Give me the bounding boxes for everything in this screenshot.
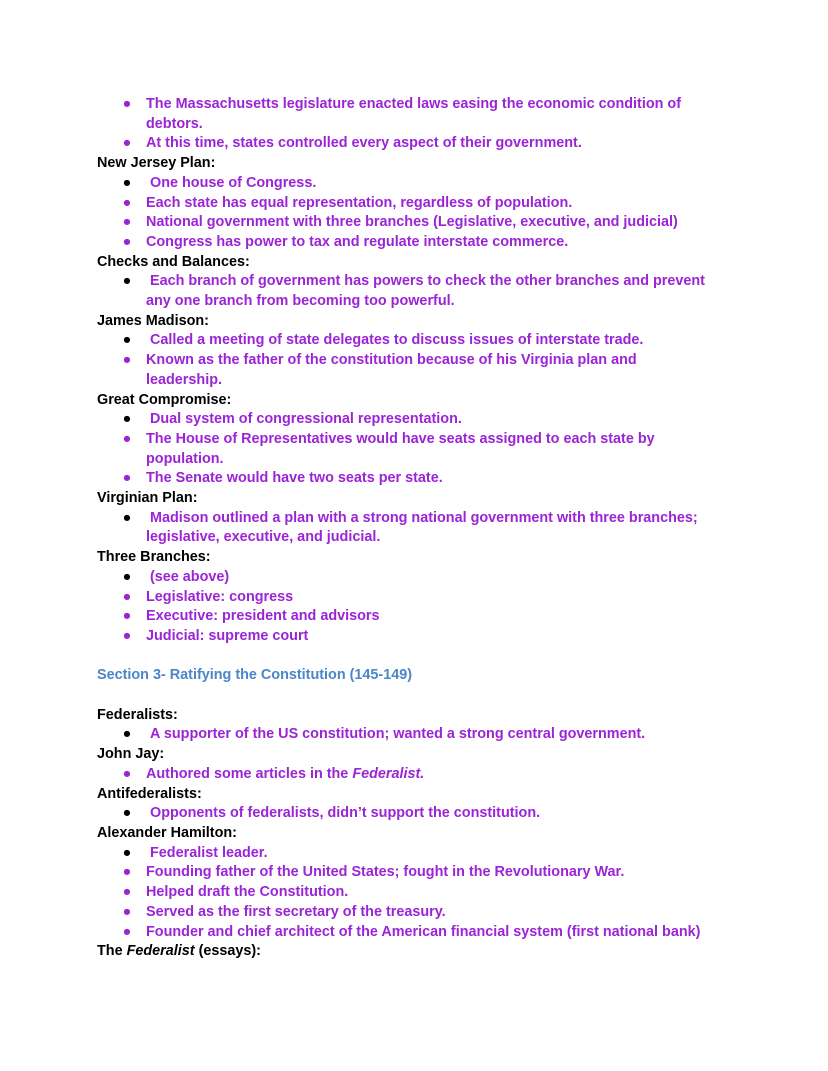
bullet-icon: ●: [122, 509, 132, 526]
list-item: [97, 194, 737, 214]
section-heading-john-jay: John Jay:: [97, 746, 165, 763]
section-heading-checks: Checks and Balances:: [97, 253, 250, 270]
list-item: [97, 923, 737, 943]
list-item: [97, 95, 737, 115]
list-item-continuation: [97, 292, 737, 312]
list-item: [97, 410, 737, 430]
bullet-icon: ●: [122, 903, 132, 920]
list-item: [97, 134, 737, 154]
bullet-icon: ●: [122, 430, 132, 447]
section-heading-madison: James Madison:: [97, 312, 209, 329]
list-item-text: At this time, states controlled every aspect of their government.: [146, 135, 582, 152]
list-item: [97, 568, 737, 588]
list-item-continuation: [97, 115, 737, 135]
list-item-text: (see above): [150, 568, 230, 585]
list-item-text: Judicial: supreme court: [146, 627, 309, 644]
bullet-icon: ●: [122, 923, 132, 940]
bullet-icon: ●: [122, 352, 132, 369]
list-item-text: Executive: president and advisors: [146, 608, 380, 625]
list-item-continuation: [97, 528, 737, 548]
list-item: [97, 233, 737, 253]
section-heading-new-jersey: New Jersey Plan:: [97, 155, 216, 172]
bullet-icon: ●: [122, 608, 132, 625]
list-item: [97, 607, 737, 627]
list-item-text: Each state has equal representation, regardless of population.: [146, 194, 573, 211]
bullet-icon: ●: [122, 214, 132, 231]
list-item-text: The House of Representatives would have seats assigned to each state by: [146, 430, 655, 447]
bullet-icon: ●: [122, 627, 132, 644]
list-item: [97, 351, 737, 371]
list-item-text: Each branch of government has powers to check the other branches and prevent: [150, 273, 705, 290]
section-heading-three-branches: Three Branches:: [97, 549, 211, 566]
bullet-icon: ●: [122, 864, 132, 881]
spacer: [97, 647, 737, 667]
bullet-icon: ●: [122, 726, 132, 743]
list-item: [97, 765, 737, 785]
list-item: [97, 509, 737, 529]
list-item-text: National government with three branches (Legislative, executive, and judicial): [146, 214, 678, 231]
list-item: [97, 883, 737, 903]
bullet-icon: ●: [122, 805, 132, 822]
list-item: [97, 272, 737, 292]
list-item-continuation: [97, 371, 737, 391]
bullet-icon: ●: [122, 96, 132, 112]
list-item-continuation: [97, 450, 737, 470]
list-item-text: The Massachusetts legislature enacted laws easing the economic condition of: [146, 96, 681, 112]
spacer: [97, 686, 737, 706]
bullet-icon: ●: [122, 233, 132, 250]
list-item-text: One house of Congress.: [150, 174, 317, 191]
list-item-text: Founding father of the United States; fought in the Revolutionary War.: [146, 864, 625, 881]
list-item: [97, 331, 737, 351]
list-item-text: Called a meeting of state delegates to discuss issues of interstate trade.: [150, 332, 644, 349]
section-heading-federalists: Federalists:: [97, 706, 178, 723]
list-item-text: Congress has power to tax and regulate interstate commerce.: [146, 233, 569, 250]
bullet-icon: ●: [122, 470, 132, 487]
list-item-text: A supporter of the US constitution; wanted a strong central government.: [150, 726, 646, 743]
section-title: Section 3- Ratifying the Constitution (145-149): [97, 667, 413, 684]
bullet-icon: ●: [122, 135, 132, 152]
section-heading-great-compromise: Great Compromise:: [97, 391, 232, 408]
list-item-text: any one branch from becoming too powerful.: [146, 293, 455, 310]
list-item: [97, 627, 737, 647]
list-item-text-prefix: Authored some articles in the: [146, 765, 353, 782]
list-item: [97, 804, 737, 824]
bullet-icon: ●: [122, 273, 132, 290]
list-item: [97, 725, 737, 745]
list-item-text: leadership.: [146, 371, 222, 388]
heading-suffix: (essays):: [194, 943, 261, 960]
list-item-text: Known as the father of the constitution because of his Virginia plan and: [146, 352, 637, 369]
list-item: [97, 469, 737, 489]
list-item: [97, 903, 737, 923]
list-item: [97, 844, 737, 864]
bullet-icon: ●: [122, 844, 132, 861]
section-heading-federalist-essays: [97, 942, 737, 962]
bullet-icon: ●: [122, 411, 132, 428]
heading-prefix: The: [97, 943, 127, 960]
list-item-text: Founder and chief architect of the American financial system (first national bank): [146, 923, 701, 940]
list-item-text: [146, 765, 737, 785]
list-item: [97, 174, 737, 194]
list-item-text: Madison outlined a plan with a strong national government with three branches;: [150, 509, 698, 526]
list-item-text: population.: [146, 450, 224, 467]
list-item-text: Opponents of federalists, didn’t support the constitution.: [150, 805, 541, 822]
bullet-icon: ●: [122, 174, 132, 191]
bullet-icon: ●: [122, 332, 132, 349]
section-heading-hamilton: Alexander Hamilton:: [97, 824, 237, 841]
list-item-text: The Senate would have two seats per state.: [146, 470, 443, 487]
bullet-icon: ●: [122, 884, 132, 901]
list-item-text: Helped draft the Constitution.: [146, 884, 349, 901]
list-item: [97, 863, 737, 883]
document-page: [97, 95, 737, 962]
section-heading-virginian: Virginian Plan:: [97, 490, 198, 507]
bullet-icon: ●: [122, 568, 132, 585]
list-item-text: Federalist leader.: [150, 844, 268, 861]
list-item: [97, 213, 737, 233]
heading-italic: Federalist: [126, 943, 195, 960]
list-item-text: debtors.: [146, 115, 203, 132]
section-heading-antifederalists: Antifederalists:: [97, 785, 202, 802]
bullet-icon: ●: [122, 588, 132, 605]
list-item: [97, 430, 737, 450]
list-item-text: legislative, executive, and judicial.: [146, 529, 381, 546]
list-item-text-italic: Federalist.: [352, 765, 425, 782]
bullet-icon: ●: [122, 765, 132, 782]
list-item-text: Dual system of congressional representation.: [150, 411, 462, 428]
list-item-text: Legislative: congress: [146, 588, 294, 605]
list-item-text: Served as the first secretary of the treasury.: [146, 903, 446, 920]
bullet-icon: ●: [122, 194, 132, 211]
list-item: [97, 588, 737, 608]
